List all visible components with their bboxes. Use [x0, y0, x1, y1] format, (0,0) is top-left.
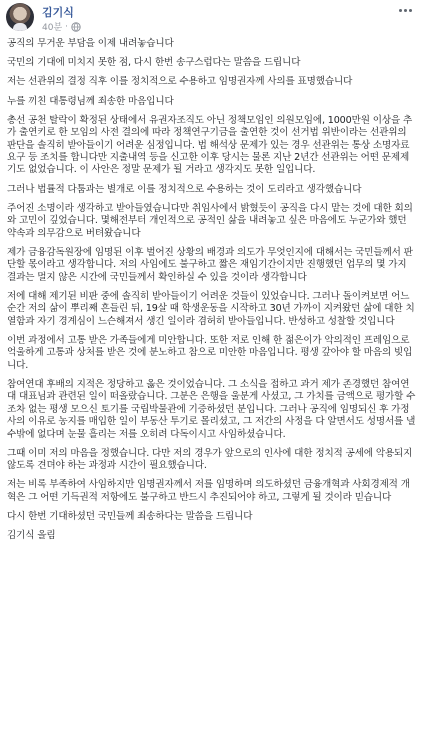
post-paragraph: 이번 과정에서 고통 받은 가족들에게 미안합니다. 또한 저로 인해 한 젊은이가 악의적인 프레임으로 억울하게 고통과 상처를 받은 것에 분노하고 참으로 미안한 마음입니다. 평생 갚아야 할 마음의 빚입니다. — [7, 334, 413, 371]
globe-icon-graphic — [71, 22, 81, 32]
post-paragraph: 그때 이미 저의 마음을 정했습니다. 다만 저의 경우가 앞으로의 인사에 대한 정치적 공세에 악용되지 않도록 견뎌야 하는 과정과 시간이 필요했습니다. — [7, 447, 413, 472]
post-paragraph: 저에 대해 제기된 비판 중에 솔직히 받아들이기 어려운 것들이 있었습니다. 그러나 돌이켜보면 어느 순간 저의 삶이 뿌리째 흔들린 뒤, 19살 때 학생운동을 시작하고 30년 가까이 지켜왔던 삶에 대한 치열함과 자기 경계심이 느슨해져서 생긴 일이라 겸허히 받아들입니다. 반성하고 성찰할 것입니다 — [7, 290, 415, 327]
post-paragraph: 국민의 기대에 미치지 못한 점, 다시 한번 송구스럽다는 말씀을 드립니다 — [7, 57, 301, 69]
post-paragraph: 주어진 소명이라 생각하고 받아들였습니다만 취임사에서 밝혔듯이 공직을 다시 맡는 것에 대한 회의와 고민이 깊었습니다. 몇해전부터 개인적으로 공적인 삶을 내려놓고 싶은 마음에도 누군가와 했던 약속과 의무감으로 버텨왔습니다 — [7, 202, 413, 239]
post-paragraph: 누를 끼친 대통령님께 죄송한 마음입니다 — [7, 95, 174, 107]
post-paragraph: 총선 공천 탈락이 확정된 상태에서 유권자조직도 아닌 정책모임인 의원모임에, 1000만원 이상을 추가 출연키로 한 모임의 사전 결의에 따라 정책연구기금을 출연한 것이 선거법 위반이라는 선관위의 판단을 솔직히 받아들이기 어려운 심정입니다. 법 해석상 문제가 있는 경우 선관위는 통상 소명자료 요구 등 조치를 합니다만 지출내역 등을 신고한 이후 당시는 물론 지난 2년간 선관위는 어떤 문제제기도 없었습니다. 이 사안은 정말 문제가 될 거라고 생각지도 못한 일입니다. — [7, 114, 413, 176]
more-options-icon[interactable] — [396, 5, 414, 15]
post-paragraph: 그러나 법률적 다툼과는 별개로 이를 정치적으로 수용하는 것이 도리라고 생각했습니다 — [7, 183, 362, 195]
post-paragraph: 저는 선관위의 결정 직후 이를 정치적으로 수용하고 임명권자께 사의를 표명했습니다 — [7, 76, 353, 88]
post-paragraph: 제가 금융감독원장에 임명된 이후 벌어진 상황의 배경과 의도가 무엇인지에 대해서는 국민들께서 판단할 몫이라고 생각합니다. 저의 사임에도 불구하고 짧은 재임기간이지만 진행했던 업무의 몇 가지 결과는 멀지 않은 시간에 국민들께서 확인하실 수 있을 것이라 생각합니다 — [7, 246, 413, 283]
post-meta: 40분 · — [42, 20, 81, 33]
post-timestamp[interactable]: 40분 — [42, 23, 63, 33]
avatar[interactable] — [6, 3, 34, 31]
post-header — [6, 3, 416, 35]
post-paragraph: 참여연대 후배의 지적은 정당하고 옳은 것이었습니다. 그 소식을 접하고 과거 제가 존경했던 참여연대 대표님과 관련된 일이 떠올랐습니다. 그분은 은행을 울분게 사셨고, 그 가치를 금액으로 평가할 수조차 없는 평생 모으신 토기를 국립박물관에 기증하셨던 분입니다. 그러나 공직에 임명되신 후 가정사의 이유로 농지를 매입한 일이 부동산 투기로 몰리셨고, 그 저간의 사정을 다 알면서도 성명서를 낼 수밖에 없다며 눈물 흘리는 저를 오히려 다독이시고 사임하셨습니다. — [7, 378, 416, 440]
author-name[interactable]: 김기식 — [42, 6, 74, 19]
post-paragraph: 공직의 무거운 부담을 이제 내려놓습니다 — [7, 38, 174, 49]
post-paragraph: 다시 한번 기대하셨던 국민들께 죄송하다는 말씀을 드립니다 — [7, 510, 253, 522]
globe-icon[interactable] — [71, 22, 81, 32]
post-content — [7, 38, 417, 549]
post-paragraph: 저는 비록 부족하여 사임하지만 임명권자께서 저를 임명하며 의도하셨던 금융개혁과 사회경제적 개혁은 그 어떤 기득권적 저항에도 불구하고 반드시 추진되어야 하고, 그렇게 될 것이라 믿습니다 — [7, 479, 410, 503]
post-signature: 김기식 올림 — [7, 530, 56, 542]
